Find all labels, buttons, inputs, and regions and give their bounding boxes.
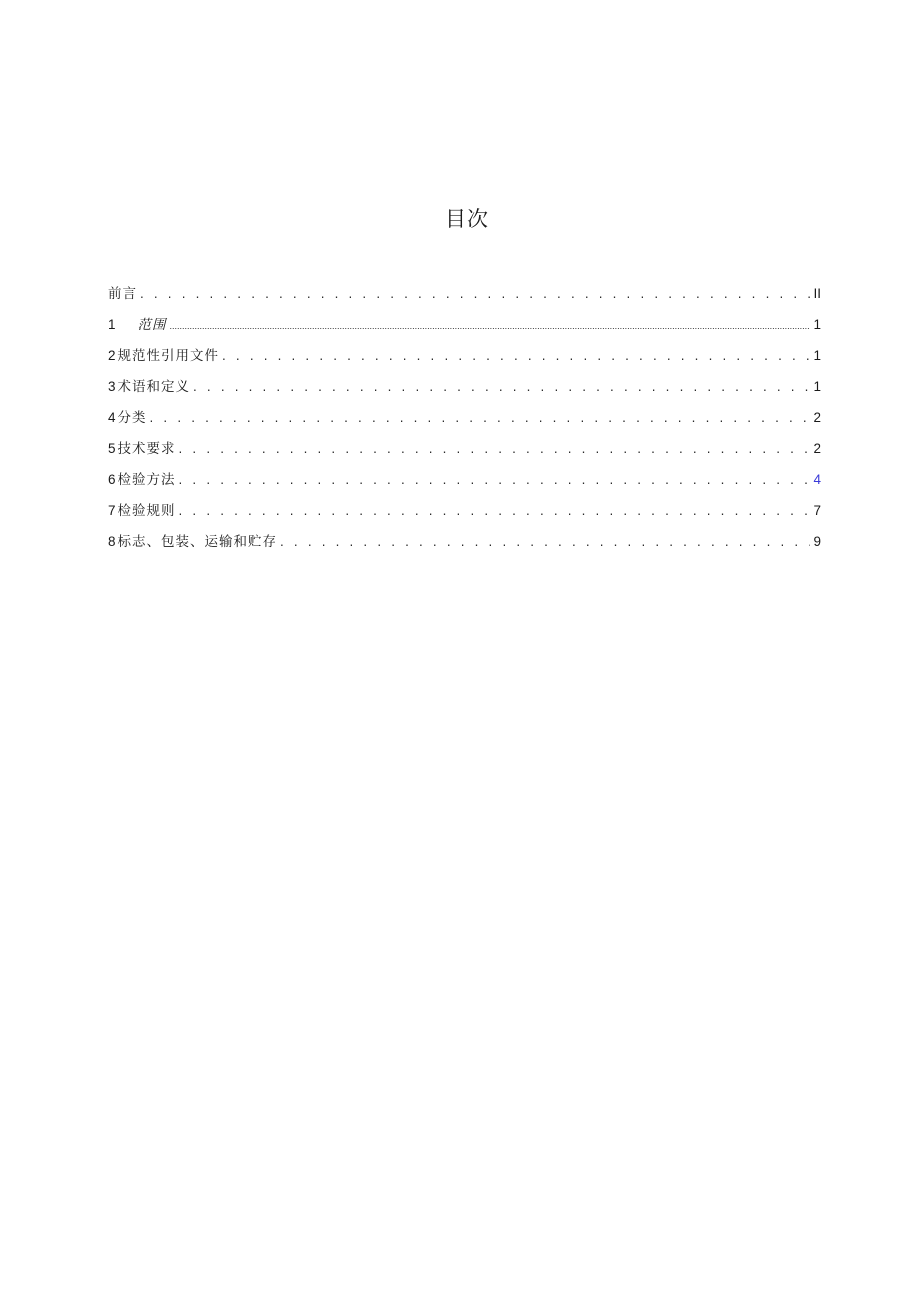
- toc-dot-leader: [179, 438, 810, 460]
- toc-entry-marking-packaging[interactable]: [108, 531, 821, 562]
- toc-dot-leader: [179, 500, 810, 522]
- toc-entry-page: 1: [813, 348, 821, 363]
- toc-entry-label: 检验规则: [117, 503, 176, 519]
- toc-entry-page: 2: [813, 410, 821, 425]
- toc-entry-page: 1: [813, 317, 821, 332]
- toc-entry-page: 7: [813, 503, 821, 518]
- toc-entry-number: 4: [108, 410, 116, 425]
- toc-entry-number: 1: [108, 317, 116, 332]
- toc-dot-leader: [280, 531, 810, 553]
- toc-entry-number: 5: [108, 441, 116, 456]
- toc-entry-number: 6: [108, 472, 116, 487]
- toc-entry-inspection-rules[interactable]: [108, 500, 821, 531]
- toc-entry-number: 8: [108, 534, 116, 549]
- table-of-contents: [108, 283, 821, 562]
- toc-entry-number: 3: [108, 379, 116, 394]
- toc-title: 目次: [445, 207, 489, 231]
- toc-entry-label: 分类: [117, 410, 147, 426]
- toc-entry-normative-references[interactable]: [108, 345, 821, 376]
- toc-entry-terms-definitions[interactable]: [108, 376, 821, 407]
- toc-dot-leader: [150, 407, 810, 429]
- toc-entry-label: 前言: [108, 286, 137, 302]
- toc-entry-label: 范围: [137, 317, 167, 333]
- toc-entry-page-link[interactable]: 4: [813, 472, 821, 487]
- toc-entry-scope[interactable]: [108, 314, 821, 345]
- toc-entry-test-methods[interactable]: [108, 469, 821, 500]
- toc-entry-foreword[interactable]: [108, 283, 821, 314]
- toc-entry-label: 规范性引用文件: [117, 348, 220, 364]
- toc-entry-label: 术语和定义: [117, 379, 191, 395]
- toc-entry-label: 检验方法: [117, 472, 176, 488]
- toc-dot-leader: [179, 469, 810, 491]
- toc-entry-page: 1: [813, 379, 821, 394]
- toc-entry-page: 2: [813, 441, 821, 456]
- toc-entry-number: 2: [108, 348, 116, 363]
- toc-entry-number: 7: [108, 503, 116, 518]
- toc-entry-label: 技术要求: [117, 441, 176, 457]
- toc-dot-leader: [193, 376, 810, 398]
- toc-dot-leader: [170, 315, 810, 337]
- toc-dot-leader: [222, 345, 810, 367]
- toc-entry-page: 9: [813, 534, 821, 549]
- toc-entry-technical-requirements[interactable]: [108, 438, 821, 469]
- toc-entry-label: 标志、包装、运输和贮存: [117, 534, 278, 550]
- toc-entry-classification[interactable]: [108, 407, 821, 438]
- toc-dot-leader: [140, 283, 810, 305]
- toc-entry-page: II: [813, 286, 821, 301]
